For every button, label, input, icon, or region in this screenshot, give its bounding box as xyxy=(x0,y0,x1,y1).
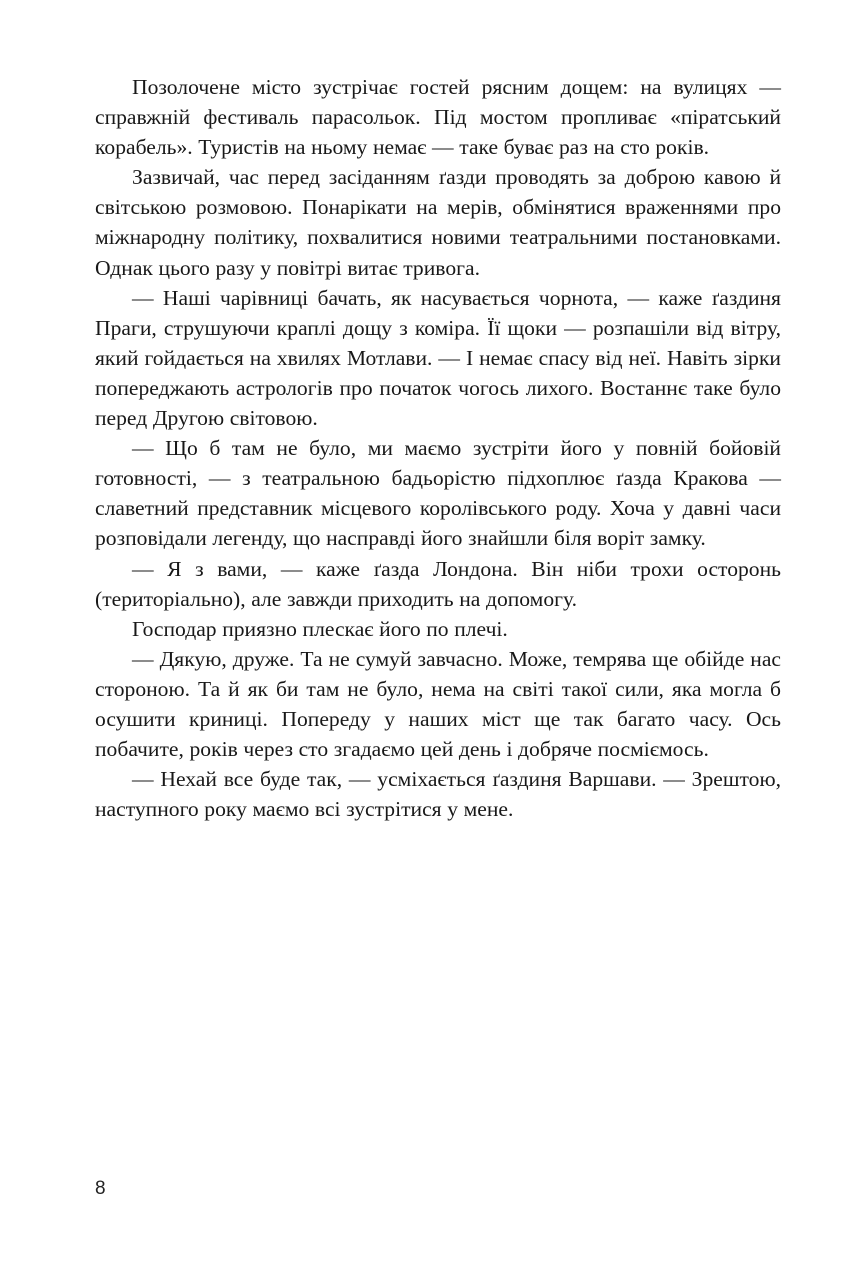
paragraph: — Наші чарівниці бачать, як насувається чорнота, — каже ґаздиня Праги, струшуючи краплі дощу з коміра. Її щоки — розпашіли від вітру, який гойдається на хвилях Мотлави. — І немає спасу від неї. Навіть зірки попереджають астрологів про початок чогось лихого. Востаннє таке було перед Другою світовою. xyxy=(95,285,781,431)
page-number: 8 xyxy=(95,1178,106,1199)
paragraph: Позолочене місто зустрічає гостей рясним дощем: на вулицях — справжній фестиваль парасольок. Під мостом пропливає «піратський корабель». Туристів на ньому немає — таке буває раз на сто років. xyxy=(95,75,781,160)
body-text-block xyxy=(95,72,781,824)
paragraph: — Я з вами, — каже ґазда Лондона. Він ніби трохи осторонь (територіально), але завжди приходить на допомогу. xyxy=(95,556,781,611)
paragraph: — Дякую, друже. Та не сумуй завчасно. Може, темрява ще обійде нас стороною. Та й як би там не було, нема на світі такої сили, яка могла б осушити криниці. Попереду у наших міст ще так багато часу. Ось побачите, років через сто згадаємо цей день і добряче посміємось. xyxy=(95,646,781,762)
paragraph: — Нехай все буде так, — усміхається ґаздиня Варшави. — Зрештою, наступного року маємо всі зустрітися у мене. xyxy=(95,767,781,822)
paragraph: Зазвичай, час перед засіданням ґазди проводять за доброю кавою й світською розмовою. Понарікати на мерів, обмінятися враженнями про міжнародну політику, похвалитися новими театральними постановками. Однак цього разу у повітрі витає тривога. xyxy=(95,165,781,280)
paragraph: Господар приязно плескає його по плечі. xyxy=(132,616,508,641)
paragraph: — Що б там не було, ми маємо зустріти його у повній бойовій готовності, — з театральною бадьорістю підхоплює ґазда Кракова — славетний представник місцевого королівського роду. Хоча у давні часи розповідали легенду, що насправді його знайшли біля воріт замку. xyxy=(95,436,781,551)
